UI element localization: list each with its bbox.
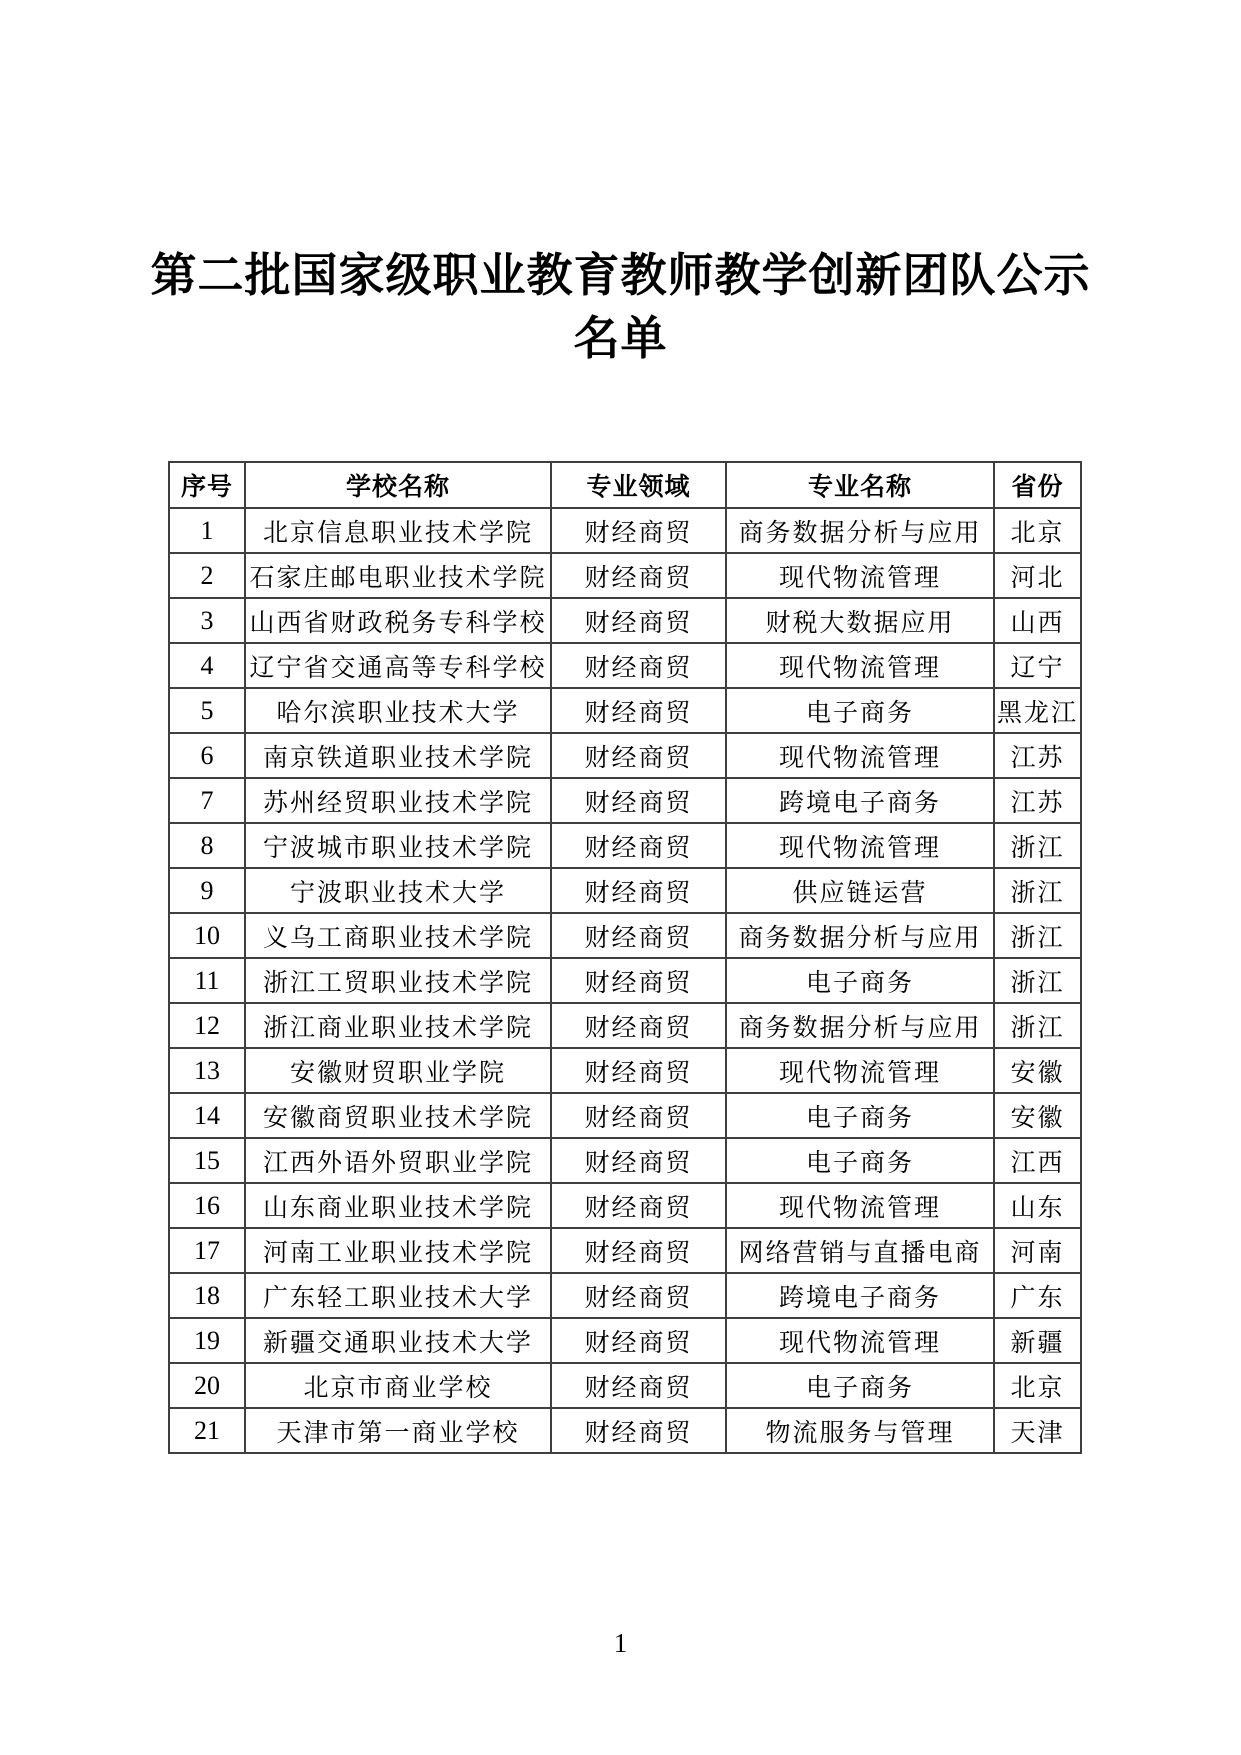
- table-cell: 辽宁: [994, 643, 1081, 688]
- table-cell: 江苏: [994, 733, 1081, 778]
- table-row: [169, 1318, 1081, 1363]
- table-cell: 天津: [994, 1408, 1081, 1453]
- table-cell: 黑龙江: [994, 688, 1081, 733]
- table-cell: 6: [169, 733, 245, 778]
- table-cell: 江西外语外贸职业学院: [245, 1138, 551, 1183]
- table-cell: 财经商贸: [551, 733, 726, 778]
- table-body: [169, 508, 1081, 1453]
- table-row: [169, 778, 1081, 823]
- table-cell: 山西省财政税务专科学校: [245, 598, 551, 643]
- table-cell: 山东: [994, 1183, 1081, 1228]
- document-title: 第二批国家级职业教育教师教学创新团队公示名单: [150, 250, 1091, 364]
- table-cell: 浙江商业职业技术学院: [245, 1003, 551, 1048]
- table-cell: 南京铁道职业技术学院: [245, 733, 551, 778]
- column-header: 序号: [169, 462, 245, 508]
- table-cell: 苏州经贸职业技术学院: [245, 778, 551, 823]
- table-cell: 财经商贸: [551, 1183, 726, 1228]
- table-cell: 浙江: [994, 958, 1081, 1003]
- table-row: [169, 913, 1081, 958]
- column-header: 学校名称: [245, 462, 551, 508]
- table-cell: 浙江: [994, 913, 1081, 958]
- table-cell: 8: [169, 823, 245, 868]
- table-cell: 财经商贸: [551, 688, 726, 733]
- teams-table: [168, 461, 1082, 1454]
- table-row: [169, 1138, 1081, 1183]
- table-row: [169, 1228, 1081, 1273]
- column-header: 专业名称: [726, 462, 994, 508]
- table-cell: 义乌工商职业技术学院: [245, 913, 551, 958]
- table-cell: 5: [169, 688, 245, 733]
- table-cell: 商务数据分析与应用: [726, 508, 994, 553]
- table-cell: 财经商贸: [551, 868, 726, 913]
- table-cell: 21: [169, 1408, 245, 1453]
- table-cell: 财税大数据应用: [726, 598, 994, 643]
- table-cell: 19: [169, 1318, 245, 1363]
- table-cell: 江苏: [994, 778, 1081, 823]
- table-cell: 浙江工贸职业技术学院: [245, 958, 551, 1003]
- table-cell: 电子商务: [726, 1093, 994, 1138]
- table-cell: 财经商贸: [551, 1048, 726, 1093]
- table-cell: 广东轻工职业技术大学: [245, 1273, 551, 1318]
- table-cell: 山东商业职业技术学院: [245, 1183, 551, 1228]
- table-cell: 现代物流管理: [726, 1048, 994, 1093]
- table-cell: 1: [169, 508, 245, 553]
- table-row: [169, 598, 1081, 643]
- table-cell: 跨境电子商务: [726, 778, 994, 823]
- table-row: [169, 553, 1081, 598]
- table-cell: 安徽商贸职业技术学院: [245, 1093, 551, 1138]
- table-cell: 石家庄邮电职业技术学院: [245, 553, 551, 598]
- table-cell: 财经商贸: [551, 553, 726, 598]
- table-cell: 网络营销与直播电商: [726, 1228, 994, 1273]
- table-row: [169, 643, 1081, 688]
- table-cell: 电子商务: [726, 1138, 994, 1183]
- table-cell: 财经商贸: [551, 1003, 726, 1048]
- table-cell: 17: [169, 1228, 245, 1273]
- table-cell: 财经商贸: [551, 643, 726, 688]
- table-cell: 电子商务: [726, 688, 994, 733]
- table-cell: 北京: [994, 508, 1081, 553]
- table-cell: 宁波城市职业技术学院: [245, 823, 551, 868]
- table-cell: 财经商贸: [551, 1273, 726, 1318]
- table-row: [169, 1408, 1081, 1453]
- table-cell: 现代物流管理: [726, 1183, 994, 1228]
- table-cell: 财经商贸: [551, 958, 726, 1003]
- table-row: [169, 1048, 1081, 1093]
- table-cell: 财经商贸: [551, 508, 726, 553]
- table-cell: 电子商务: [726, 958, 994, 1003]
- table-cell: 10: [169, 913, 245, 958]
- table-cell: 北京信息职业技术学院: [245, 508, 551, 553]
- table-cell: 财经商贸: [551, 1408, 726, 1453]
- table-row: [169, 733, 1081, 778]
- table-row: [169, 1003, 1081, 1048]
- table-cell: 河南: [994, 1228, 1081, 1273]
- table-cell: 山西: [994, 598, 1081, 643]
- table-cell: 3: [169, 598, 245, 643]
- table-cell: 12: [169, 1003, 245, 1048]
- table-cell: 商务数据分析与应用: [726, 913, 994, 958]
- table-row: [169, 958, 1081, 1003]
- table-cell: 现代物流管理: [726, 643, 994, 688]
- table-header-row: [169, 462, 1081, 508]
- table-cell: 16: [169, 1183, 245, 1228]
- table-row: [169, 1093, 1081, 1138]
- table-cell: 辽宁省交通高等专科学校: [245, 643, 551, 688]
- table-cell: 北京: [994, 1363, 1081, 1408]
- table-cell: 13: [169, 1048, 245, 1093]
- table-cell: 15: [169, 1138, 245, 1183]
- table-cell: 财经商贸: [551, 778, 726, 823]
- table-row: [169, 1363, 1081, 1408]
- table-cell: 浙江: [994, 823, 1081, 868]
- table-cell: 财经商贸: [551, 1318, 726, 1363]
- table-cell: 哈尔滨职业技术大学: [245, 688, 551, 733]
- table-cell: 浙江: [994, 868, 1081, 913]
- table-cell: 2: [169, 553, 245, 598]
- table-cell: 安徽财贸职业学院: [245, 1048, 551, 1093]
- table-row: [169, 1183, 1081, 1228]
- column-header: 专业领域: [551, 462, 726, 508]
- table-cell: 现代物流管理: [726, 553, 994, 598]
- page-number: 1: [613, 1628, 628, 1658]
- table-row: [169, 823, 1081, 868]
- table-cell: 财经商贸: [551, 1138, 726, 1183]
- table-cell: 财经商贸: [551, 1093, 726, 1138]
- table-cell: 18: [169, 1273, 245, 1318]
- table-cell: 宁波职业技术大学: [245, 868, 551, 913]
- table-cell: 安徽: [994, 1093, 1081, 1138]
- table-cell: 20: [169, 1363, 245, 1408]
- table-cell: 电子商务: [726, 1363, 994, 1408]
- table-cell: 14: [169, 1093, 245, 1138]
- table-cell: 7: [169, 778, 245, 823]
- table-cell: 商务数据分析与应用: [726, 1003, 994, 1048]
- table-cell: 财经商贸: [551, 1363, 726, 1408]
- table-cell: 安徽: [994, 1048, 1081, 1093]
- column-header: 省份: [994, 462, 1081, 508]
- table-row: [169, 1273, 1081, 1318]
- table-cell: 浙江: [994, 1003, 1081, 1048]
- table-cell: 河南工业职业技术学院: [245, 1228, 551, 1273]
- table-cell: 11: [169, 958, 245, 1003]
- table-cell: 财经商贸: [551, 598, 726, 643]
- table-row: [169, 868, 1081, 913]
- table-cell: 江西: [994, 1138, 1081, 1183]
- table-cell: 财经商贸: [551, 823, 726, 868]
- table-cell: 新疆交通职业技术大学: [245, 1318, 551, 1363]
- table-cell: 新疆: [994, 1318, 1081, 1363]
- table-cell: 跨境电子商务: [726, 1273, 994, 1318]
- table-cell: 天津市第一商业学校: [245, 1408, 551, 1453]
- table-cell: 现代物流管理: [726, 733, 994, 778]
- table-cell: 北京市商业学校: [245, 1363, 551, 1408]
- table-cell: 财经商贸: [551, 1228, 726, 1273]
- table-cell: 广东: [994, 1273, 1081, 1318]
- table-cell: 9: [169, 868, 245, 913]
- table-row: [169, 688, 1081, 733]
- table-cell: 4: [169, 643, 245, 688]
- table-cell: 现代物流管理: [726, 823, 994, 868]
- table-cell: 河北: [994, 553, 1081, 598]
- table-cell: 供应链运营: [726, 868, 994, 913]
- table-cell: 财经商贸: [551, 913, 726, 958]
- table-cell: 物流服务与管理: [726, 1408, 994, 1453]
- table-row: [169, 508, 1081, 553]
- table-cell: 现代物流管理: [726, 1318, 994, 1363]
